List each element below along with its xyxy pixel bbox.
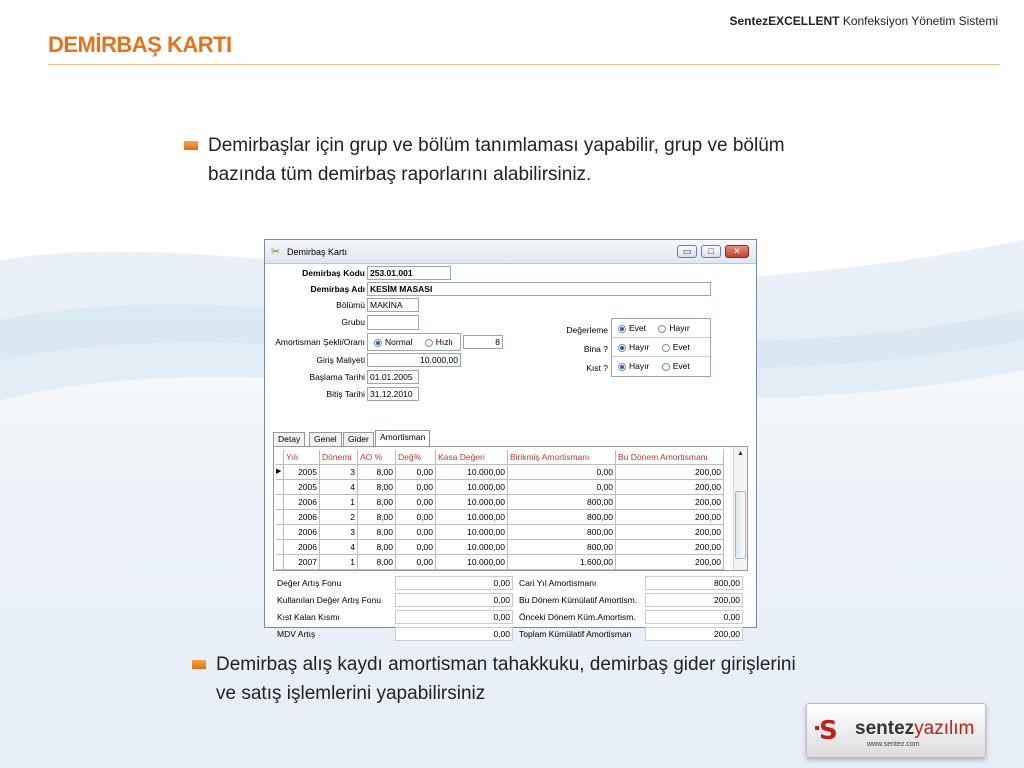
col-donemi[interactable]: Dönemi xyxy=(320,450,358,465)
close-button[interactable]: ✕ xyxy=(725,245,749,258)
grid-cell[interactable]: 2006 xyxy=(284,510,320,525)
summary-left-label: Kıst Kalan Kısmı xyxy=(277,612,340,622)
grid-cell[interactable]: 0,00 xyxy=(396,555,436,570)
kist-hayir-option[interactable]: Hayır xyxy=(618,361,649,371)
amortisman-normal-option[interactable]: Normal xyxy=(374,337,412,347)
radio-selected-icon xyxy=(618,363,626,371)
bolum-field[interactable]: MAKİNA xyxy=(367,298,419,312)
grid-cell[interactable]: 200,00 xyxy=(616,465,724,480)
degerleme-row xyxy=(612,319,710,338)
grid-cell[interactable]: 800,00 xyxy=(508,525,616,540)
grid-cell[interactable]: 0,00 xyxy=(396,480,436,495)
col-ao[interactable]: AO % xyxy=(358,450,396,465)
grid-cell[interactable]: 2006 xyxy=(284,495,320,510)
summary-right-label: Bu Dönem Kümülatif Amortism. xyxy=(519,595,638,605)
tab-amortisman[interactable]: Amortisman xyxy=(375,430,430,446)
bina-row xyxy=(612,338,710,357)
grid-cell[interactable]: 200,00 xyxy=(616,495,724,510)
radio-icon xyxy=(425,339,433,347)
bullet-square-icon xyxy=(192,660,206,669)
adi-field[interactable]: KESİM MASASI xyxy=(367,282,711,296)
sentez-logo xyxy=(806,703,986,758)
bitis-field[interactable]: 31.12.2010 xyxy=(367,387,419,401)
grid-cell[interactable]: 2006 xyxy=(284,525,320,540)
grid-cell[interactable]: 2006 xyxy=(284,540,320,555)
grid-cell[interactable]: 4 xyxy=(320,480,358,495)
row-indicator xyxy=(276,510,284,525)
bina-evet-option[interactable]: Evet xyxy=(662,342,690,352)
radio-icon xyxy=(662,363,670,371)
logo-url: www.sentez.com xyxy=(867,741,920,748)
radio-icon xyxy=(658,325,666,333)
grid-scrollbar[interactable] xyxy=(733,447,747,570)
col-yili[interactable]: Yılı xyxy=(284,450,320,465)
summary-right-field[interactable]: 200,00 xyxy=(645,627,743,641)
grid-cell[interactable]: 200,00 xyxy=(616,555,724,570)
maliyet-label: Giriş Maliyeti xyxy=(316,355,365,365)
degerleme-label: Değerleme xyxy=(566,325,608,335)
summary-right-field[interactable]: 0,00 xyxy=(645,610,743,624)
grid-cell[interactable]: 200,00 xyxy=(616,525,724,540)
radio-selected-icon xyxy=(618,325,626,333)
maliyet-field[interactable]: 10.000,00 xyxy=(367,353,461,367)
grid-cell[interactable]: 2 xyxy=(320,510,358,525)
row-indicator xyxy=(276,495,284,510)
summary-left-field[interactable]: 0,00 xyxy=(395,610,513,624)
amortisman-label: Amortisman Şekli/Oranı xyxy=(275,337,365,347)
header-indicator xyxy=(276,450,284,465)
radio-selected-icon xyxy=(374,339,382,347)
adi-label: Demirbaş Adı xyxy=(310,284,365,294)
grid-cell[interactable]: 1.600,00 xyxy=(508,555,616,570)
grid-cell[interactable]: 1 xyxy=(320,495,358,510)
window-title: Demirbaş Kartı xyxy=(287,247,348,257)
baslama-field[interactable]: 01.01.2005 xyxy=(367,370,419,384)
kist-row xyxy=(612,357,710,376)
grid-cell[interactable]: 8,00 xyxy=(358,540,396,555)
summary-right-label: Önceki Dönem Küm.Amortism. xyxy=(519,612,636,622)
demirbas-karti-window xyxy=(264,239,757,639)
bullet-2-text: Demirbaş alış kaydı amortisman tahakkuku, demirbaş gider girişlerini ve satış işlemlerini yapabilirsiniz xyxy=(216,654,796,704)
grid-cell[interactable]: 10.000,00 xyxy=(436,510,508,525)
summary-left-field[interactable]: 0,00 xyxy=(395,593,513,607)
summary-right-label: Cari Yıl Amortismanı xyxy=(519,578,597,588)
kod-field[interactable]: 253.01.001 xyxy=(367,266,451,280)
grid-cell[interactable]: 10.000,00 xyxy=(436,555,508,570)
minimize-button[interactable]: ▭ xyxy=(677,245,697,258)
summary-right-label: Toplam Kümülatif Amortisman xyxy=(519,629,632,639)
tab-gider[interactable]: Gider xyxy=(343,432,374,446)
grid-cell[interactable]: 10.000,00 xyxy=(436,465,508,480)
radio-icon xyxy=(662,344,670,352)
window-titlebar[interactable] xyxy=(265,240,756,264)
grid-cell[interactable]: 8,00 xyxy=(358,555,396,570)
window-app-icon: ✂ xyxy=(271,246,281,258)
grid-cell[interactable]: 4 xyxy=(320,540,358,555)
grid-cell[interactable]: 0,00 xyxy=(396,495,436,510)
amortisman-rate-field[interactable]: 8 xyxy=(463,335,503,349)
grid-cell[interactable]: 800,00 xyxy=(508,510,616,525)
grid-cell[interactable]: 2007 xyxy=(284,555,320,570)
logo-mark: S xyxy=(819,716,838,746)
grup-field[interactable] xyxy=(367,315,419,330)
baslama-label: Başlama Tarihi xyxy=(309,372,365,382)
grid-cell[interactable]: 10.000,00 xyxy=(436,540,508,555)
col-deg[interactable]: Değ% xyxy=(396,450,436,465)
degerleme-hayir-option[interactable]: Hayır xyxy=(658,323,689,333)
grid-cell[interactable]: 3 xyxy=(320,525,358,540)
grid-cell[interactable]: 200,00 xyxy=(616,510,724,525)
grid-cell[interactable]: 1 xyxy=(320,555,358,570)
brand-tagline: Konfeksiyon Yönetim Sistemi xyxy=(842,14,998,28)
title-divider xyxy=(48,64,1000,65)
bolum-label: Bölümü xyxy=(336,300,365,310)
summary-left-field[interactable]: 0,00 xyxy=(395,576,513,590)
grid-cell[interactable]: 800,00 xyxy=(508,540,616,555)
grid-cell[interactable]: 10.000,00 xyxy=(436,525,508,540)
kist-label: Kıst ? xyxy=(586,363,608,373)
window-body xyxy=(265,264,756,639)
grid-cell[interactable]: 8,00 xyxy=(358,525,396,540)
amortisman-grid xyxy=(273,446,748,571)
grid-cell[interactable]: 200,00 xyxy=(616,540,724,555)
row-pointer-icon: ▶ xyxy=(276,465,284,480)
logo-name: sentezyazılım xyxy=(855,718,975,739)
grid-cell[interactable]: 0,00 xyxy=(396,525,436,540)
grid-cell[interactable]: 800,00 xyxy=(508,495,616,510)
summary-right-field[interactable]: 800,00 xyxy=(645,576,743,590)
bullet-square-icon xyxy=(184,141,198,150)
tab-detay[interactable]: Detay xyxy=(273,432,305,446)
bullet-2 xyxy=(216,650,796,708)
grid-cell[interactable]: 2005 xyxy=(284,480,320,495)
summary-left-label: Kullanılan Değer Artış Fonu xyxy=(277,595,381,605)
row-indicator xyxy=(276,525,284,540)
grid-cell[interactable]: 10.000,00 xyxy=(436,495,508,510)
row-indicator xyxy=(276,540,284,555)
tab-genel[interactable]: Genel xyxy=(309,432,342,446)
grid-cell[interactable]: 0,00 xyxy=(508,480,616,495)
bullet-1 xyxy=(208,131,788,189)
scroll-up-icon[interactable]: ▲ xyxy=(737,450,744,457)
summary-left-label: Değer Artış Fonu xyxy=(277,578,342,588)
bullet-1-text: Demirbaşlar için grup ve bölüm tanımlaması yapabilir, grup ve bölüm bazında tüm demirbaş raporlarını alabilirsiniz. xyxy=(208,135,785,185)
kod-label: Demirbaş Kodu xyxy=(302,268,365,278)
row-indicator xyxy=(276,480,284,495)
summary-right-field[interactable]: 200,00 xyxy=(645,593,743,607)
header-brand xyxy=(729,14,998,28)
grid-cell[interactable]: 8,00 xyxy=(358,510,396,525)
bitis-label: Bitiş Tarihi xyxy=(326,389,365,399)
grid-cell[interactable]: 200,00 xyxy=(616,480,724,495)
grup-label: Grubu xyxy=(341,317,365,327)
col-birikmis[interactable]: Birikmiş Amortismanı xyxy=(508,450,616,465)
bina-label: Bina ? xyxy=(583,344,608,354)
grid-cell[interactable]: 8,00 xyxy=(358,480,396,495)
grid-cell[interactable]: 0,00 xyxy=(396,465,436,480)
summary-left-label: MDV Artış xyxy=(277,629,316,639)
kist-evet-option[interactable]: Evet xyxy=(662,361,690,371)
bina-hayir-option[interactable]: Hayır xyxy=(618,342,649,352)
degerleme-evet-option[interactable]: Evet xyxy=(618,323,646,333)
col-kasa-degeri[interactable]: Kasa Değeri xyxy=(436,450,508,465)
grid-cell[interactable]: 0,00 xyxy=(508,465,616,480)
maximize-button[interactable]: □ xyxy=(701,245,721,258)
amortisman-radio-group xyxy=(367,333,461,351)
col-bu-donem[interactable]: Bu Dönem Amortismanı xyxy=(616,450,724,465)
grid-cell[interactable]: 8,00 xyxy=(358,495,396,510)
row-indicator xyxy=(276,555,284,570)
grid-cell[interactable]: 0,00 xyxy=(396,540,436,555)
grid-cell[interactable]: 10.000,00 xyxy=(436,480,508,495)
scroll-thumb[interactable] xyxy=(735,491,746,559)
radio-selected-icon xyxy=(618,344,626,352)
grid-cell[interactable]: 2005 xyxy=(284,465,320,480)
grid-cell[interactable]: 8,00 xyxy=(358,465,396,480)
brand-name: SentezEXCELLENT xyxy=(729,14,840,28)
slide-title: DEMİRBAŞ KARTI xyxy=(48,32,232,57)
grid-cell[interactable]: 0,00 xyxy=(396,510,436,525)
summary-left-field[interactable]: 0,00 xyxy=(395,627,513,641)
amortisman-hizli-option[interactable]: Hızlı xyxy=(425,337,453,347)
options-radio-table xyxy=(611,318,711,377)
grid-cell[interactable]: 3 xyxy=(320,465,358,480)
